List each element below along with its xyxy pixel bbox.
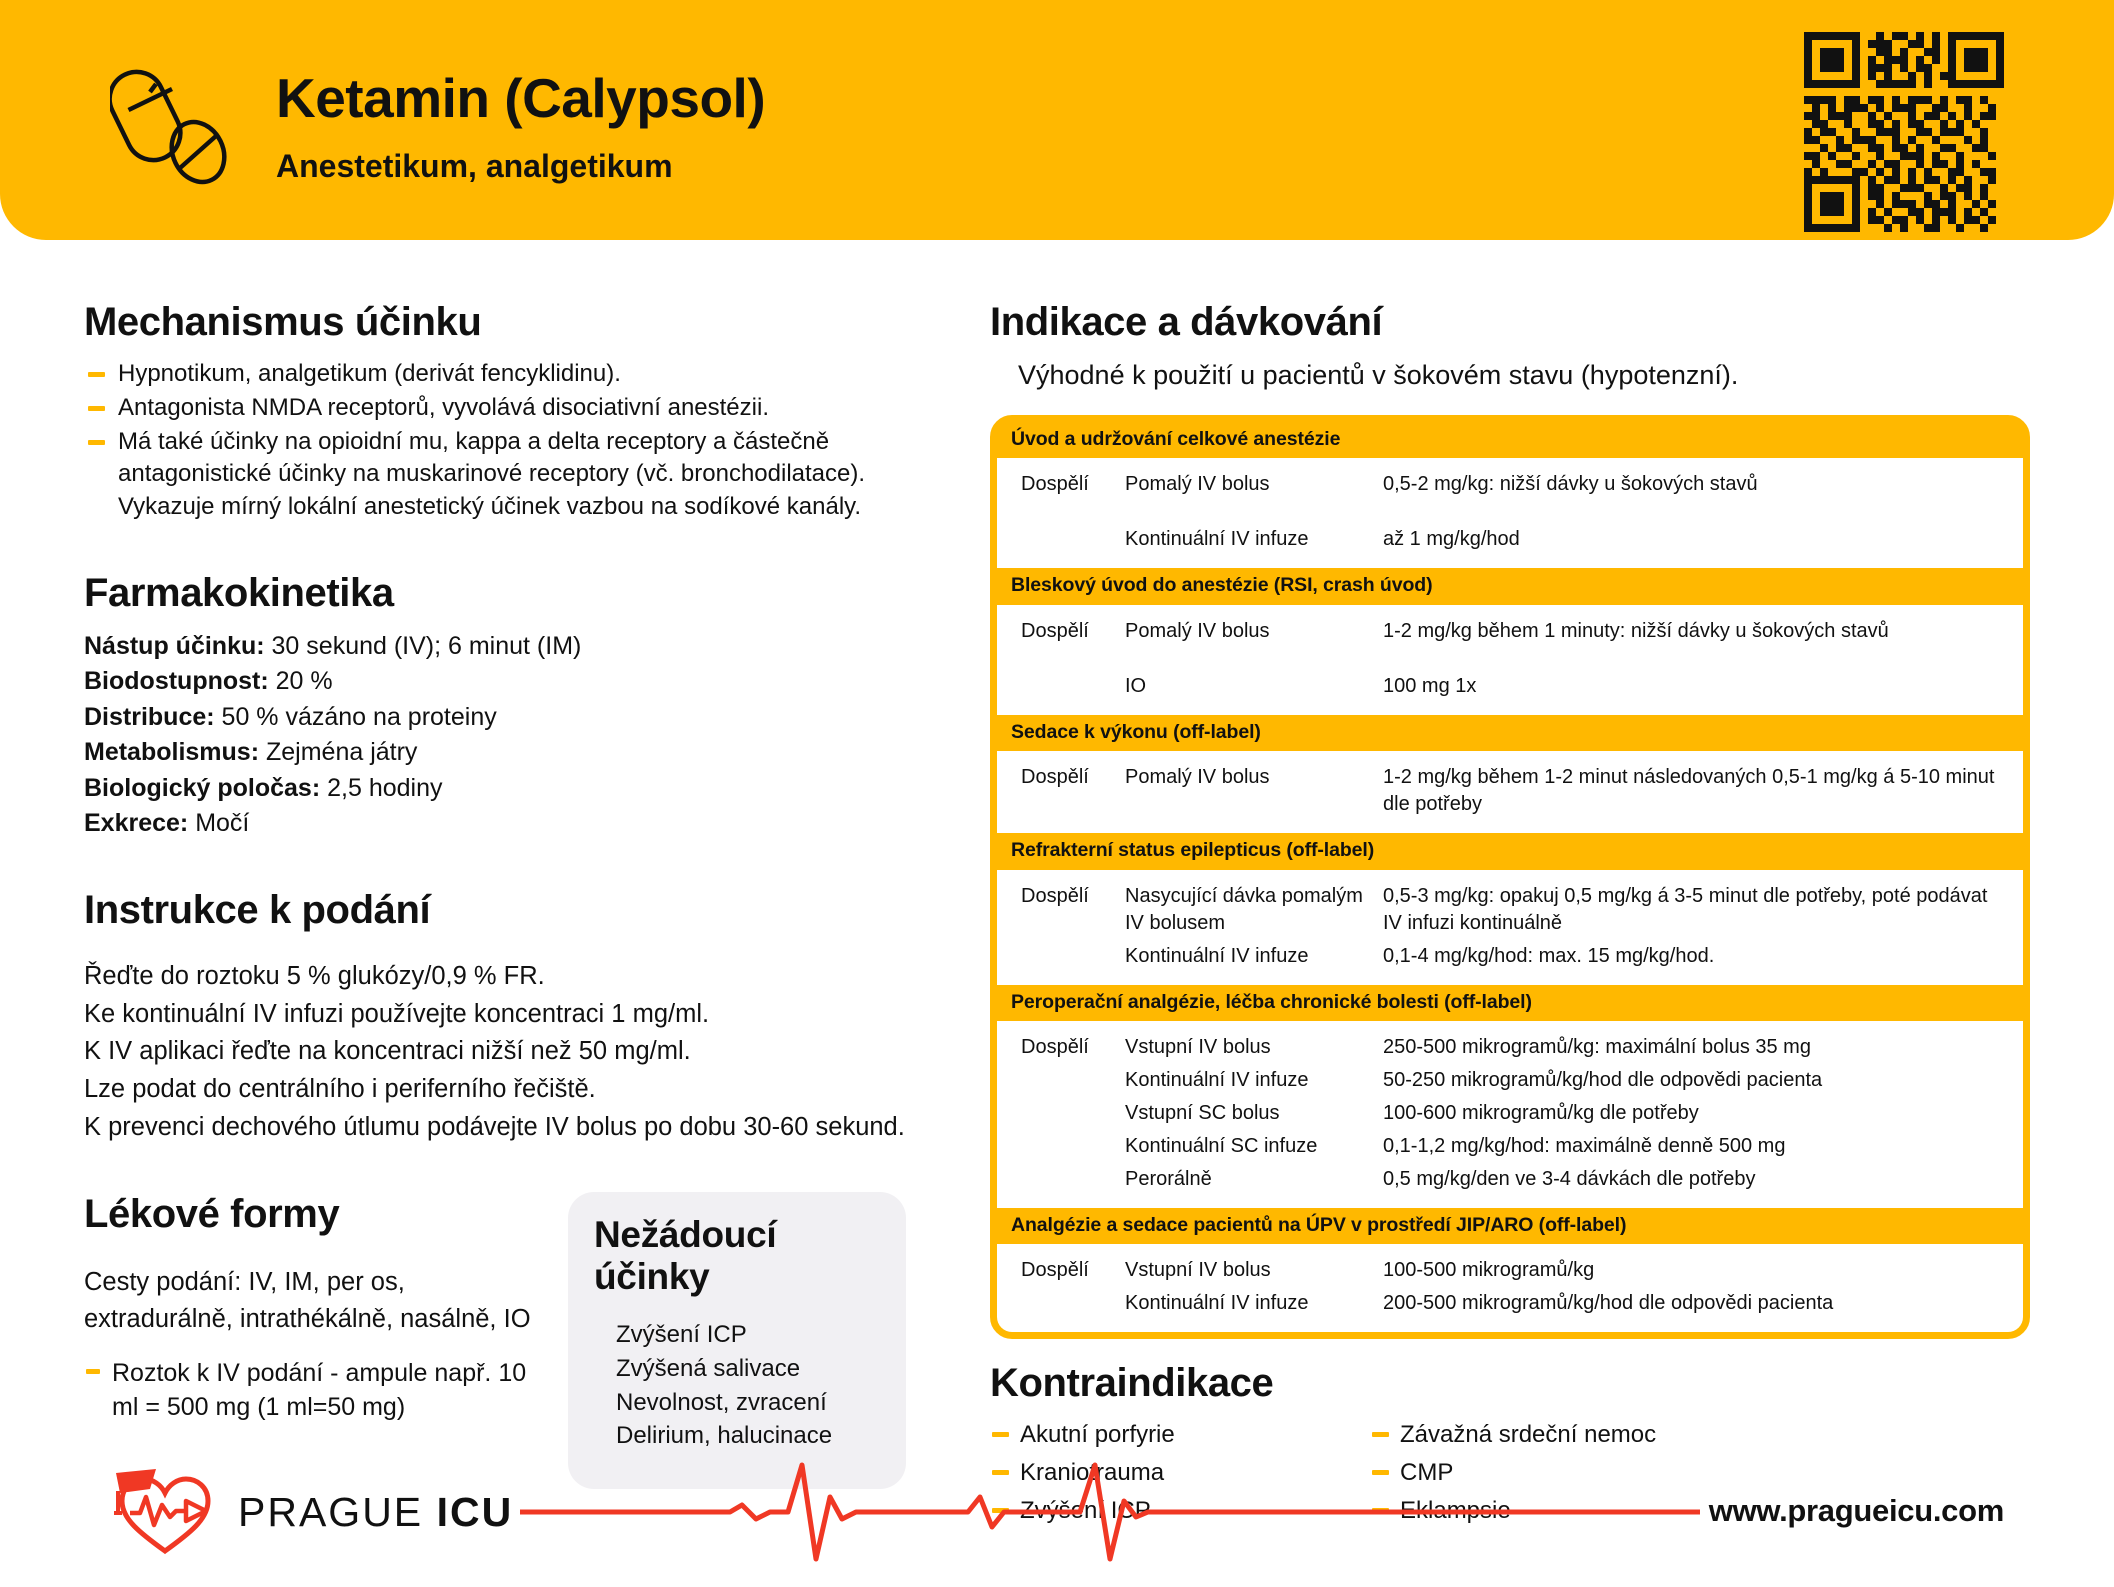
mechanism-list	[84, 358, 964, 523]
logo-wordmark	[238, 1489, 513, 1536]
cell-population: Dospělí	[1021, 1259, 1089, 1282]
mechanism-heading: Mechanismus účinku	[84, 300, 482, 344]
pharmacokinetics-list	[84, 629, 964, 842]
table-row	[997, 615, 2023, 648]
cell-route: Nasycující dávka pomalým IV bolusem	[1125, 884, 1363, 934]
forms-and-adverse-row	[84, 1192, 964, 1488]
forms-heading: Lékové formy	[84, 1192, 340, 1237]
logo-icu: ICU	[436, 1489, 514, 1535]
forms-section	[84, 1192, 554, 1425]
pharmacokinetics-heading: Farmakokinetika	[84, 570, 394, 615]
cell-dose: 0,5 mg/kg/den ve 3-4 dávkách dle potřeby	[1383, 1168, 1756, 1191]
pk-row	[84, 664, 964, 700]
indications-intro: Výhodné k použití u pacientů v šokovém stavu (hypotenzní).	[1018, 360, 1739, 390]
pk-label: Nástup účinku:	[84, 631, 265, 660]
instruction-line: K IV aplikaci řeďte na koncentraci nižší než 50 mg/ml.	[84, 1037, 691, 1066]
pk-row	[84, 629, 964, 665]
page-subtitle: Anestetikum, analgetikum	[276, 147, 673, 184]
list-item: Zvýšení ICP	[616, 1321, 747, 1349]
dose-section-header: Bleskový úvod do anestézie (RSI, crash úvod)	[997, 568, 2023, 604]
adverse-heading: Nežádoucí účinky	[594, 1214, 777, 1298]
cell-dose: až 1 mg/kg/hod	[1383, 528, 1520, 551]
cell-population: Dospělí	[1021, 619, 1089, 642]
pk-row	[84, 771, 964, 807]
cell-dose: 100-500 mikrogramů/kg	[1383, 1259, 1595, 1282]
cell-dose: 0,1-1,2 mg/kg/hod: maximálně denně 500 mg	[1383, 1135, 1786, 1158]
dose-section-body	[997, 870, 2023, 985]
table-row	[997, 468, 2023, 501]
cell-population: Dospělí	[1021, 1036, 1089, 1059]
list-item: Antagonista NMDA receptorů, vyvolává disociativní anestézii.	[84, 392, 964, 424]
list-item: Závažná srdeční nemoc	[1370, 1419, 1750, 1452]
table-row	[997, 523, 2023, 556]
indications-heading: Indikace a dávkování	[990, 300, 1383, 344]
right-column	[990, 300, 2030, 1532]
administration-list	[84, 958, 964, 1147]
table-row	[997, 1163, 2023, 1196]
cell-route: Kontinuální IV infuze	[1125, 944, 1309, 967]
prague-icu-logo-icon	[110, 1467, 218, 1557]
cell-dose: 1-2 mg/kg během 1-2 minut následovaných 0,5-1 mg/kg á 5-10 minut dle potřeby	[1383, 766, 1995, 816]
ecg-line-decoration	[520, 1457, 1700, 1567]
cell-population: Dospělí	[1021, 473, 1089, 496]
dose-section-body	[997, 605, 2023, 715]
dose-section-body	[997, 1021, 2023, 1208]
website-url[interactable]: www.pragueicu.com	[1708, 1493, 2004, 1528]
cell-route: Pomalý IV bolus	[1125, 766, 1270, 789]
pk-value: Močí	[195, 809, 250, 838]
table-row	[997, 940, 2023, 973]
cell-dose: 0,5-2 mg/kg: nižší dávky u šokových stavů	[1383, 473, 1758, 496]
table-row	[997, 1287, 2023, 1320]
list-item: Nevolnost, zvracení	[616, 1388, 827, 1416]
list-item: Akutní porfyrie	[990, 1419, 1370, 1452]
cell-route: Pomalý IV bolus	[1125, 619, 1270, 642]
list-item: Zvýšení ICP	[990, 1495, 1370, 1528]
left-column	[84, 300, 964, 1489]
table-row	[997, 670, 2023, 703]
cell-population: Dospělí	[1021, 884, 1089, 907]
header-title-group	[110, 60, 765, 192]
table-row	[997, 1130, 2023, 1163]
table-row	[997, 1031, 2023, 1064]
table-row	[997, 1254, 2023, 1287]
list-item: CMP	[1370, 1457, 1750, 1490]
cell-dose: 0,1-4 mg/kg/hod: max. 15 mg/kg/hod.	[1383, 944, 1715, 967]
dose-section-body	[997, 458, 2023, 568]
capsule-pill-icon	[110, 60, 242, 192]
dose-section-header: Úvod a udržování celkové anestézie	[997, 422, 2023, 458]
cell-dose: 100 mg 1x	[1383, 674, 1477, 697]
forms-routes: Cesty podání: IV, IM, per os, extradurálně, intrathékálně, nasálně, IO	[84, 1268, 531, 1334]
cell-route: Vstupní SC bolus	[1125, 1102, 1280, 1125]
pk-value: Zejména játry	[265, 738, 418, 767]
table-row	[997, 761, 2023, 821]
pk-value: 50 % vázáno na proteiny	[221, 702, 497, 731]
page-footer	[0, 1447, 2114, 1587]
pk-label: Exkrece:	[84, 809, 189, 838]
pk-label: Biodostupnost:	[84, 667, 269, 696]
pk-value: 20 %	[275, 667, 333, 696]
dose-section-header: Peroperační analgézie, léčba chronické bolesti (off-label)	[997, 985, 2023, 1021]
dose-section-header: Sedace k výkonu (off-label)	[997, 715, 2023, 751]
dose-section-body	[997, 1244, 2023, 1332]
dose-section-header: Analgézie a sedace pacientů na ÚPV v prostředí JIP/ARO (off-label)	[997, 1208, 2023, 1244]
list-item: Hypnotikum, analgetikum (derivát fencyklidinu).	[84, 358, 964, 390]
cell-route: Kontinuální IV infuze	[1125, 528, 1309, 551]
header-texts	[276, 67, 766, 184]
logo-prague: PRAGUE	[238, 1489, 424, 1535]
dose-section-header: Refrakterní status epilepticus (off-label)	[997, 833, 2023, 869]
cell-dose: 50-250 mikrogramů/kg/hod dle odpovědi pacienta	[1383, 1069, 1823, 1092]
pk-row	[84, 806, 964, 842]
list-item: Kraniotrauma	[990, 1457, 1370, 1490]
contraindications-heading: Kontraindikace	[990, 1361, 1274, 1406]
table-row	[997, 1097, 2023, 1130]
cell-dose: 1-2 mg/kg během 1 minuty: nižší dávky u šokových stavů	[1383, 619, 1889, 642]
qr-code[interactable]	[1804, 32, 2004, 232]
page-title: Ketamin (Calypsol)	[276, 67, 766, 130]
cell-population: Dospělí	[1021, 766, 1089, 789]
page-header	[0, 0, 2114, 240]
cell-route: Vstupní IV bolus	[1125, 1259, 1271, 1282]
adverse-list	[594, 1318, 880, 1452]
cell-route: Perorálně	[1125, 1168, 1212, 1191]
pk-label: Distribuce:	[84, 702, 215, 731]
cell-route: Kontinuální IV infuze	[1125, 1292, 1309, 1315]
pk-row	[84, 735, 964, 771]
adverse-effects-box	[568, 1192, 906, 1488]
instruction-line: Lze podat do centrálního i periferního řečiště.	[84, 1074, 596, 1103]
cell-dose: 100-600 mikrogramů/kg dle potřeby	[1383, 1102, 1699, 1125]
cell-route: Vstupní IV bolus	[1125, 1036, 1271, 1059]
list-item: Roztok k IV podání - ampule např. 10 ml = 500 mg (1 ml=50 mg)	[84, 1356, 554, 1424]
pk-value: 2,5 hodiny	[327, 773, 443, 802]
table-row	[997, 880, 2023, 940]
dosing-table	[990, 415, 2030, 1339]
instruction-line: Řeďte do roztoku 5 % glukózy/0,9 % FR.	[84, 961, 545, 990]
table-row	[997, 1064, 2023, 1097]
cell-route: IO	[1125, 674, 1147, 697]
list-item: Eklampsie	[1370, 1495, 1750, 1528]
list-item: Zvýšená salivace	[616, 1355, 801, 1383]
administration-heading: Instrukce k podání	[84, 887, 431, 932]
cell-dose: 250-500 mikrogramů/kg: maximální bolus 35 mg	[1383, 1036, 1811, 1059]
cell-dose: 200-500 mikrogramů/kg/hod dle odpovědi pacienta	[1383, 1292, 1834, 1315]
forms-list	[84, 1356, 554, 1424]
cell-route: Kontinuální IV infuze	[1125, 1069, 1309, 1092]
pk-label: Metabolismus:	[84, 738, 260, 767]
pk-row	[84, 700, 964, 736]
list-item: Delirium, halucinace	[616, 1422, 833, 1450]
pk-value: 30 sekund (IV); 6 minut (IM)	[271, 631, 582, 660]
cell-dose: 0,5-3 mg/kg: opakuj 0,5 mg/kg á 3-5 minut dle potřeby, poté podávat IV infuzi kontinuálně	[1383, 884, 1988, 934]
list-item: Má také účinky na opioidní mu, kappa a delta receptory a částečně antagonistické účinky na muskarinové receptory (vč. bronchodilatace). Vykazuje mírný lokální anestetický účinek vazbou na sodíkové kanály.	[84, 426, 964, 522]
instruction-line: Ke kontinuální IV infuzi používejte koncentraci 1 mg/ml.	[84, 999, 710, 1028]
instruction-line: K prevenci dechového útlumu podávejte IV bolus po dobu 30-60 sekund.	[84, 1112, 905, 1141]
cell-route: Pomalý IV bolus	[1125, 473, 1270, 496]
pk-label: Biologický poločas:	[84, 773, 321, 802]
cell-route: Kontinuální SC infuze	[1125, 1135, 1318, 1158]
dose-section-body	[997, 751, 2023, 833]
